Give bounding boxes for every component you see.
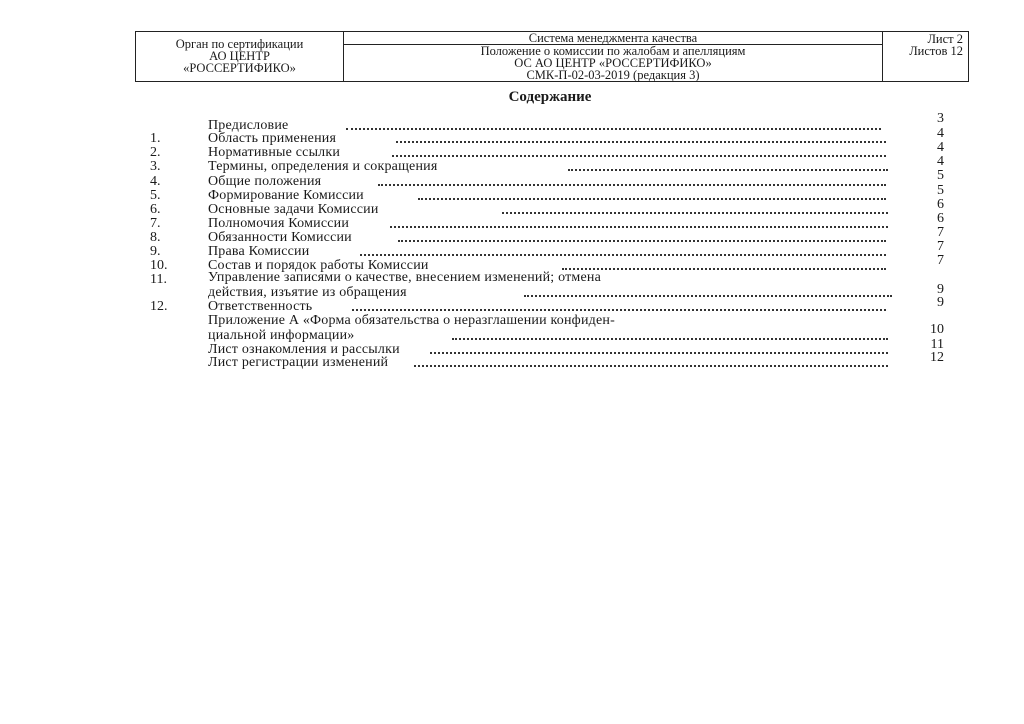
toc-title: Содержание [508, 89, 592, 105]
toc-entry-number: 9. [150, 244, 161, 259]
toc-entry-text: Основные задачи Комиссии [208, 202, 379, 217]
toc-entry-page: 4 [937, 140, 944, 155]
toc-entry-page: 4 [937, 126, 944, 141]
toc-entry-number: 8. [150, 230, 161, 245]
toc-entry-page: 6 [937, 211, 944, 226]
toc-entry-page: 11 [930, 337, 944, 352]
toc-leader [390, 226, 888, 228]
toc-entry-page: 6 [937, 197, 944, 212]
toc-leader [392, 155, 886, 157]
toc-entry-text: Права Комиссии [208, 244, 310, 259]
toc-entry-page: 7 [937, 253, 944, 268]
toc-entry-text: Приложение А «Форма обязательства о неразглашении конфиден- [208, 313, 615, 328]
toc-leader [452, 338, 888, 340]
toc-entry-page: 5 [937, 168, 944, 183]
system-title: Система менеджмента качества [344, 32, 882, 45]
toc-entry-text: Предисловие [208, 118, 289, 133]
document-title-line: ОС АО ЦЕНТР «РОССЕРТИФИКО» [514, 56, 712, 70]
organization-line: АО ЦЕНТР [209, 49, 270, 63]
sheet-number: Лист 2 [927, 32, 963, 46]
toc-entry-number: 10. [150, 258, 168, 273]
toc-entry-text: Нормативные ссылки [208, 145, 341, 160]
toc-entry-text: Формирование Комиссии [208, 188, 364, 203]
toc-entry-text: Лист ознакомления и рассылки [208, 342, 400, 357]
toc-leader [418, 198, 886, 200]
toc-entry-number: 3. [150, 159, 161, 174]
toc-leader [502, 212, 888, 214]
document-title-line: Положение о комиссии по жалобам и апелляциям [480, 44, 746, 58]
toc-entry-number: 6. [150, 202, 161, 217]
toc-leader [430, 352, 888, 354]
toc-leader [568, 169, 888, 171]
toc-leader [414, 365, 888, 367]
toc-entry-page: 3 [937, 111, 944, 126]
toc-entry-page: 4 [937, 154, 944, 169]
toc-entry-page: 9 [937, 295, 944, 310]
toc-entry-page: 7 [937, 239, 944, 254]
toc-entry-number: 12. [150, 299, 168, 314]
toc-entry-number: 4. [150, 174, 161, 189]
toc-entry-text: Полномочия Комиссии [208, 216, 350, 231]
toc-leader [562, 268, 886, 270]
toc-entry-text: Область применения [208, 131, 337, 146]
toc-entry-text: Состав и порядок работы Комиссии [208, 258, 429, 273]
toc-entry-page: 5 [937, 183, 944, 198]
toc-entry-text: циальной информации» [208, 328, 355, 343]
toc-leader [396, 141, 886, 143]
sheets-total: Листов 12 [909, 44, 963, 58]
toc-leader [352, 309, 886, 311]
toc-entry-page: 7 [937, 225, 944, 240]
toc-leader [360, 254, 886, 256]
toc-entry-page: 10 [930, 322, 944, 337]
toc-entry-text: действия, изъятие из обращения [208, 285, 407, 300]
toc-entry-text: Лист регистрации изменений [208, 355, 389, 370]
toc-entry-number: 5. [150, 188, 161, 203]
toc-entry-text: Общие положения [208, 174, 322, 189]
toc-entry-page: 9 [937, 282, 944, 297]
toc-entry-text: Термины, определения и сокращения [208, 159, 438, 174]
organization-line: Орган по сертификации [175, 37, 304, 51]
toc-entry-text: Ответственность [208, 299, 313, 314]
toc-entry-number: 11. [150, 272, 167, 287]
toc-leader [524, 295, 892, 297]
toc-leader [346, 128, 881, 130]
toc-entry-number: 2. [150, 145, 161, 160]
toc-leader [398, 240, 886, 242]
toc-entry-number: 7. [150, 216, 161, 231]
toc-leader [378, 184, 886, 186]
toc-entry-text: Обязанности Комиссии [208, 230, 352, 245]
toc-entry-text: Управление записями о качестве, внесением изменений; отмена [208, 270, 601, 285]
document-code: СМК-П-02-03-2019 (редакция 3) [526, 68, 700, 82]
toc-entry-number: 1. [150, 131, 161, 146]
organization-line: «РОССЕРТИФИКО» [183, 61, 296, 75]
toc-entry-page: 12 [930, 350, 944, 365]
